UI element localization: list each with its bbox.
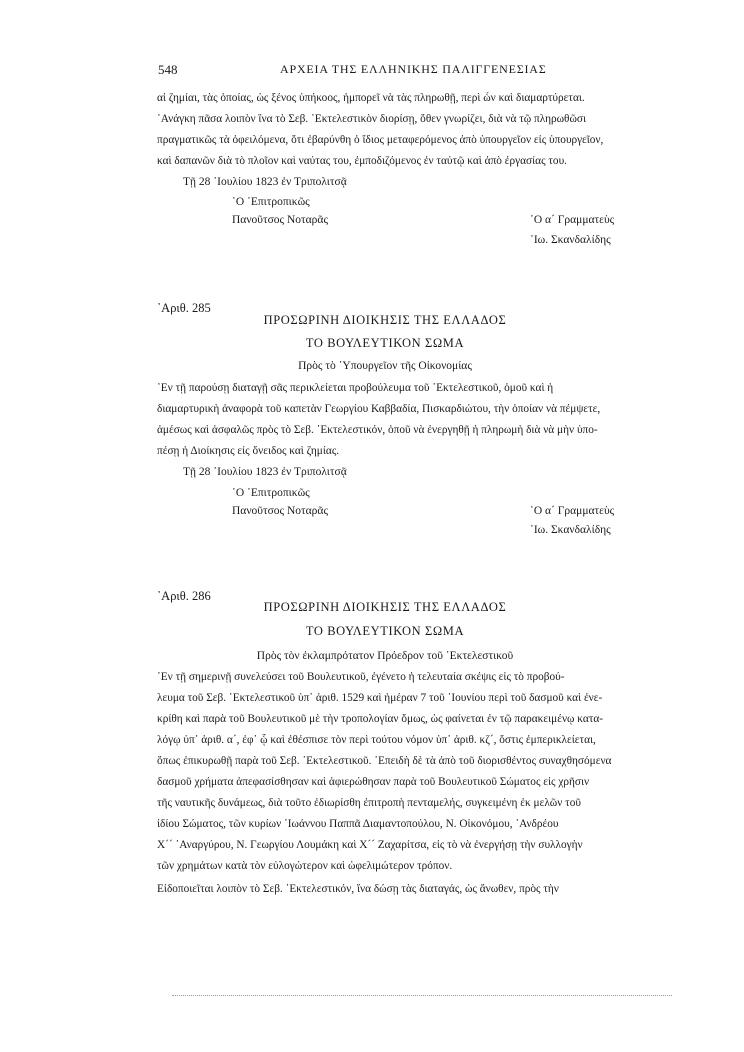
- secretary-title: ῾Ο α´ Γραμματεὺς: [530, 505, 615, 517]
- text-line: τῆς ναυτικῆς δυνάμεως, διὰ τοῦτο ἐδιωρίσθη ἐπιτροπὴ πενταμελής, συγκειμένη ἐκ μελῶν τοῦ: [157, 797, 581, 809]
- secretary-name: ᾿Ιω. Σκανδαλίδης: [530, 524, 611, 536]
- secretary-title: ῾Ο α´ Γραμματεὺς: [530, 214, 615, 226]
- document-heading: ΠΡΟΣΩΡΙΝΗ ΔΙΟΙΚΗΣΙΣ ΤΗΣ ΕΛΛΑΔΟΣ: [263, 600, 507, 614]
- text-line: πραγματικῶς τὰ ὀφειλόμενα, ὅτι ἐβαρύνθη ὁ ἴδιος μεταφερόμενος ἀπὸ ὑπουργεῖον εἰς ὑπουργεῖον,: [157, 134, 604, 146]
- addressee: Πρὸς τὸ ῾Υπουργεῖον τῆς Οἰκονομίας: [298, 360, 472, 372]
- text-line: ἀμέσως καὶ ἀσφαλῶς πρὸς τὸ Σεβ. ᾿Εκτελεστικόν, ὁποῦ νὰ ἐνεργηθῇ ἡ πληρωμὴ διὰ νὰ μὴν ὑπο-: [157, 424, 598, 436]
- text-line: δασμοῦ χρήματα ἀπεφασίσθησαν καὶ ἀφιερώθησαν παρὰ τοῦ Βουλευτικοῦ Σώματος εἰς χρῆσιν: [157, 776, 590, 788]
- text-line: καὶ δαπανῶν διὰ τὸ πλοῖον καὶ ναύτας του, ἐμποδιζόμενος ἐν ταὐτῷ καὶ ἀπὸ ἐργασίας του.: [157, 155, 567, 167]
- text-line: διαμαρτυρικὴ ἀναφορὰ τοῦ καπετὰν Γεωργίου Καββαδία, Πισκαρδιώτου, τὴν ὁποίαν νὰ πέμψετε,: [157, 403, 601, 415]
- running-title: ΑΡΧΕΙΑ ΤΗΣ ΕΛΛΗΝΙΚΗΣ ΠΑΛΙΓΓΕΝΕΣΙΑΣ: [280, 62, 547, 76]
- footer-divider: [172, 995, 672, 996]
- text-line: ἰδίου Σώματος, τῶν κυρίων ᾿Ιωάννου Παππᾶ Διαμαντοπούλου, Ν. Οἰκονόμου, ᾿Ανδρέου: [157, 818, 559, 830]
- signatory-name: Πανοῦτσος Νοταρᾶς: [232, 214, 328, 226]
- text-line: ὅπως ἐπικυρωθῇ παρὰ τοῦ Σεβ. ᾿Εκτελεστικοῦ. ᾿Επειδὴ δὲ τὰ ἀπὸ τοῦ διορισθέντος συναχθησόμενα: [157, 755, 612, 767]
- signatory-title: ῾Ο ᾿Επιτροπικῶς: [232, 196, 310, 208]
- text-line: ᾿Εν τῇ παρούσῃ διαταγῇ σᾶς περικλείεται προβούλευμα τοῦ ᾿Εκτελεστικοῦ, ὁμοῦ καὶ ἡ: [157, 382, 554, 394]
- date-place: Τῇ 28 ᾿Ιουλίου 1823 ἐν Τριπολιτσᾷ: [183, 176, 347, 188]
- secretary-name: ᾿Ιω. Σκανδαλίδης: [530, 234, 611, 246]
- signatory-title: ῾Ο ᾿Επιτροπικῶς: [232, 487, 310, 499]
- addressee: Πρὸς τὸν ἐκλαμπρότατον Πρόεδρον τοῦ ᾿Εκτελεστικοῦ: [256, 650, 514, 662]
- text-line: αἱ ζημίαι, τὰς ὁποίας, ὡς ξένος ὑπήκοος, ἠμπορεῖ νὰ τὰς πληρωθῇ, περὶ ὧν καὶ διαμαρτύρεται.: [157, 92, 585, 104]
- text-line: λευμα τοῦ Σεβ. ᾿Εκτελεστικοῦ ὑπ᾿ ἀριθ. 1529 καὶ ἡμέραν 7 τοῦ ᾿Ιουνίου περὶ τοῦ δασμοῦ καὶ ἐνε-: [157, 692, 603, 704]
- text-line: ᾿Εν τῇ σημερινῇ συνελεύσει τοῦ Βουλευτικοῦ, ἐγένετο ἡ τελευταία σκέψις εἰς τὸ προβού-: [157, 671, 565, 683]
- page-number: 548: [158, 62, 178, 77]
- signatory-name: Πανοῦτσος Νοταρᾶς: [232, 505, 328, 517]
- text-line: Χ´´ ᾿Αναργύρου, Ν. Γεωργίου Λουμάκη καὶ Χ´´ Ζαχαρίτσα, εἰς τὸ νὰ ἐνεργήσῃ τὴν συλλογὴν: [157, 839, 583, 851]
- document-subheading: ΤΟ ΒΟΥΛΕΥΤΙΚΟΝ ΣΩΜΑ: [305, 336, 465, 350]
- text-line: κρίθη καὶ παρὰ τοῦ Βουλευτικοῦ μὲ τὴν τροπολογίαν ὅμως, ὡς φαίνεται ἐν τῷ παρακειμένῳ κατα-: [157, 713, 604, 725]
- text-line: Εἰδοποιεῖται λοιπὸν τὸ Σεβ. ᾿Εκτελεστικόν, ἵνα δώσῃ τὰς διαταγάς, ὡς ἄνωθεν, πρὸς τὴν: [157, 883, 559, 895]
- text-line: πέσῃ ἡ Διοίκησις εἰς ὄνειδος καὶ ζημίας.: [157, 445, 340, 457]
- document-heading: ΠΡΟΣΩΡΙΝΗ ΔΙΟΙΚΗΣΙΣ ΤΗΣ ΕΛΛΑΔΟΣ: [263, 313, 507, 327]
- text-line: τῶν χρημάτων κατὰ τὸν εὐλογώτερον καὶ ὠφελιμώτερον τρόπον.: [157, 860, 453, 872]
- text-line: ᾿Ανάγκη πᾶσα λοιπὸν ἵνα τὸ Σεβ. ᾿Εκτελεστικὸν διορίσῃ, ὅθεν γνωρίζει, διὰ νὰ τῷ πληρωθῶσι: [157, 113, 587, 125]
- document-number: ᾿Αριθ. 286: [157, 589, 211, 603]
- date-place: Τῇ 28 ᾿Ιουλίου 1823 ἐν Τριπολιτσᾷ: [183, 466, 347, 478]
- document-subheading: ΤΟ ΒΟΥΛΕΥΤΙΚΟΝ ΣΩΜΑ: [305, 624, 465, 638]
- text-line: λόγῳ ὑπ᾿ ἀριθ. α´, ἐφ᾿ ᾧ καὶ ἐθέσπισε τὸν περὶ τούτου νόμον ὑπ᾿ ἀριθ. κζ´, ὅστις ἐμπερικλείεται,: [157, 734, 596, 746]
- document-number: ᾿Αριθ. 285: [157, 301, 211, 315]
